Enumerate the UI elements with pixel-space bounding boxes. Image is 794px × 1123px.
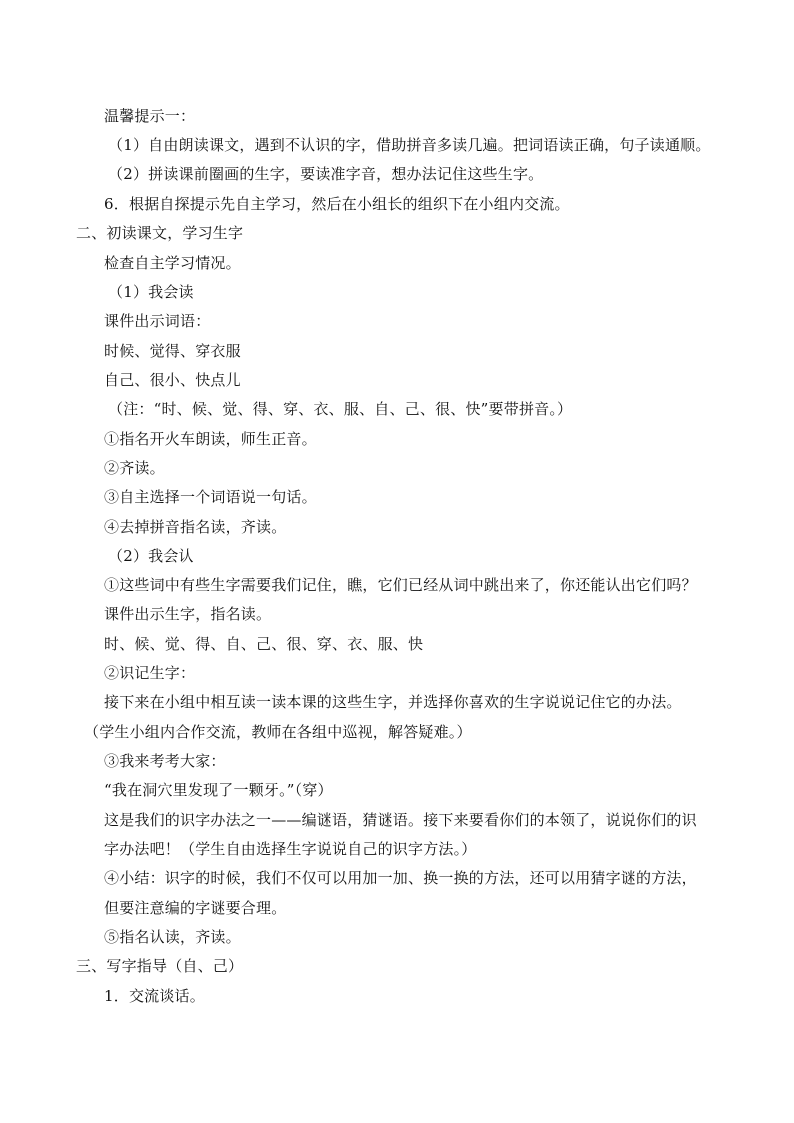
tip-item-2: （2）拼读课前圈画的生字，要读准字音，想办法记住这些生字。	[108, 165, 544, 183]
note-pinyin: （注：“时、候、觉、得、穿、衣、服、自、己、很、快”要带拼音。）	[108, 400, 573, 418]
word-list-2: 自己、很小、快点儿	[104, 371, 241, 389]
recognize-step-2: ②识记生字：	[104, 664, 196, 682]
paragraph-show-characters: 课件出示生字，指名读。	[104, 605, 272, 623]
paragraph-show-words: 课件出示词语：	[104, 312, 211, 330]
activity-4: ④去掉拼音指名读，齐读。	[104, 518, 287, 536]
paragraph-group-read: 接下来在小组中相互读一读本课的这些生字，并选择你喜欢的生字说说记住它的办法。	[104, 693, 682, 711]
subheading-recognize: （2）我会认	[108, 547, 194, 565]
writing-step-1: 1．交流谈话。	[104, 987, 205, 1005]
recognize-step-5: ⑤指名认读，齐读。	[104, 928, 241, 946]
activity-3: ③自主选择一个词语说一句话。	[104, 488, 317, 506]
step-6: 6．根据自探提示先自主学习，然后在小组长的组织下在小组内交流。	[104, 195, 570, 213]
riddle-quote: “我在洞穴里发现了一颗牙。”（穿）	[104, 781, 333, 799]
summary-line-1: ④小结：识字的时候，我们不仅可以用加一加、换一换的方法，还可以用猜字谜的方法，	[104, 869, 697, 887]
section-2-heading: 二、初读课文，学习生字	[76, 224, 244, 242]
recognize-step-3: ③我来考考大家：	[104, 752, 226, 770]
paragraph-riddle-2: 字办法吧！（学生自由选择生字说说自己的识字方法。）	[104, 840, 477, 858]
activity-2: ②齐读。	[104, 459, 165, 477]
paragraph-check: 检查自主学习情况。	[104, 254, 241, 272]
recognize-step-1: ①这些词中有些生字需要我们记住，瞧，它们已经从词中跳出来了，你还能认出它们吗？	[104, 576, 697, 594]
paragraph-group-exchange: （学生小组内合作交流，教师在各组中巡视，解答疑难。）	[84, 723, 472, 741]
word-list-1: 时候、觉得、穿衣服	[104, 342, 241, 360]
paragraph-riddle-1: 这是我们的识字办法之一——编谜语，猜谜语。接下来要看你们的本领了，说说你们的识	[104, 811, 697, 829]
summary-line-2: 但要注意编的字谜要合理。	[104, 899, 287, 917]
section-3-heading: 三、写字指导（自、己）	[76, 957, 244, 975]
activity-1: ①指名开火车朗读，师生正音。	[104, 430, 317, 448]
tip-heading: 温馨提示一：	[104, 107, 196, 125]
character-list: 时、候、觉、得、自、己、很、穿、衣、服、快	[104, 635, 424, 653]
tip-item-1: （1）自由朗读课文，遇到不认识的字，借助拼音多读几遍。把词语读正确，句子读通顺。	[108, 136, 711, 154]
subheading-read: （1）我会读	[108, 283, 194, 301]
